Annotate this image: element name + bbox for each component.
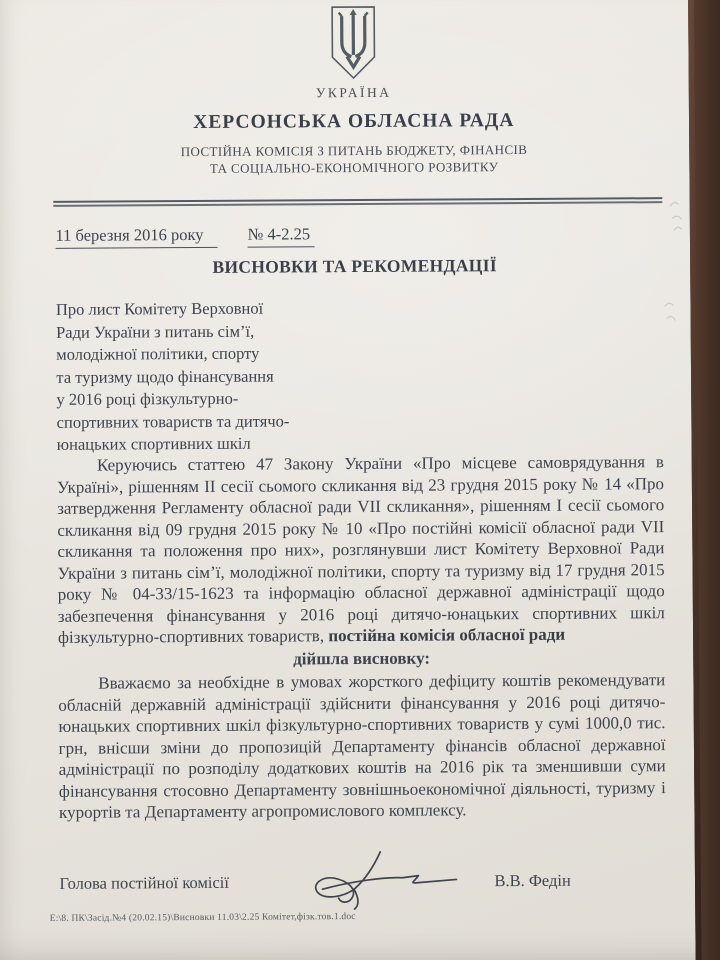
letterhead-divider — [53, 197, 662, 207]
document-body — [57, 451, 666, 823]
signature-name: В.В. Федін — [494, 870, 571, 891]
ukraine-trident-icon — [329, 5, 377, 81]
document-date: 11 березня 2016 року — [55, 225, 217, 249]
body-paragraph-2: Вважаємо за необхідне в умовах жорсткого дефіциту коштів рекомендувати обласній державній адміністрації здійснити фінансування у 2016 році дитячо-юнацьких спортивних шкіл фізкультурно-спортивних товариств у сумі 1000,0 тис. грн, внісши зміни до пропозицій Департаменту фінансів обласної державної адміністрації по розподілу додаткових коштів на 2016 рік та зменшивши суми фінансування стосовно Департаменту зовнішньоекономічної діяльності, туризму і курортів та Департаменту агропромислового комплексу. — [58, 670, 666, 822]
paragraph1-text: Керуючись статтею 47 Закону України «Про місцеве самоврядування в Україні», рішенням ІІ сесії сьомого скликання від 23 грудня 2015 року № 14 «Про затвердження Регламенту обласної ради VII скликання», рішенням І сесії сьомого скликання від 09 грудня 2015 року № 10 «Про постійні комісії обласної ради VII скликання та положення про них», розглянувши лист Комітету Верховної Ради України з питань сім’ї, молодіжної політики, спорту та туризму від 17 грудня 2015 року № 04-33/15-1623 та інформацію обласної державної адміністрації щодо забезпечення фінансування у 2016 році дитячо-юнацьких спортивних шкіл фізкультурно-спортивних товариств, — [56, 452, 665, 647]
document-number: № 4-2.25 — [248, 224, 315, 247]
reference-row — [55, 224, 314, 249]
pencil-smudge-marks — [646, 178, 691, 348]
body-paragraph-1 — [57, 451, 665, 648]
subject-block: Про лист Комітету Верховної Ради України з питань сім’ї, молодіжної політики, спорту та туризму щодо фінансування у 2016 році фізкультурно- спортивних товариств та дитячо- юнацьких спортивних шкіл — [55, 298, 290, 454]
document-title: ВИСНОВКИ ТА РЕКОМЕНДАЦІЇ — [212, 255, 497, 277]
country-label: УКРАЇНА — [315, 84, 392, 101]
organization-name: ХЕРСОНСЬКА ОБЛАСНА РАДА — [193, 110, 515, 134]
handwritten-signature — [294, 847, 472, 912]
signature-role-label: Голова постійної комісії — [59, 872, 230, 893]
conclusion-heading: дійшла висновку: — [293, 648, 431, 668]
paragraph1-bold-text: постійна комісія обласної ради — [328, 624, 566, 646]
national-emblem — [0, 3, 710, 103]
commission-name — [0, 141, 710, 178]
footer-file-path: Е:\8. ПК\Засід.№4 (20.02.15)\Висновки 11.03\2.25 Комітет,фізк.тов.1.doc — [49, 912, 356, 924]
commission-name-line2: ТА СОЦІАЛЬНО-ЕКОНОМІЧНОГО РОЗВИТКУ — [209, 158, 499, 176]
commission-name-line1: ПОСТІЙНА КОМІСІЯ З ПИТАНЬ БЮДЖЕТУ, ФІНАНСІВ — [180, 141, 528, 160]
